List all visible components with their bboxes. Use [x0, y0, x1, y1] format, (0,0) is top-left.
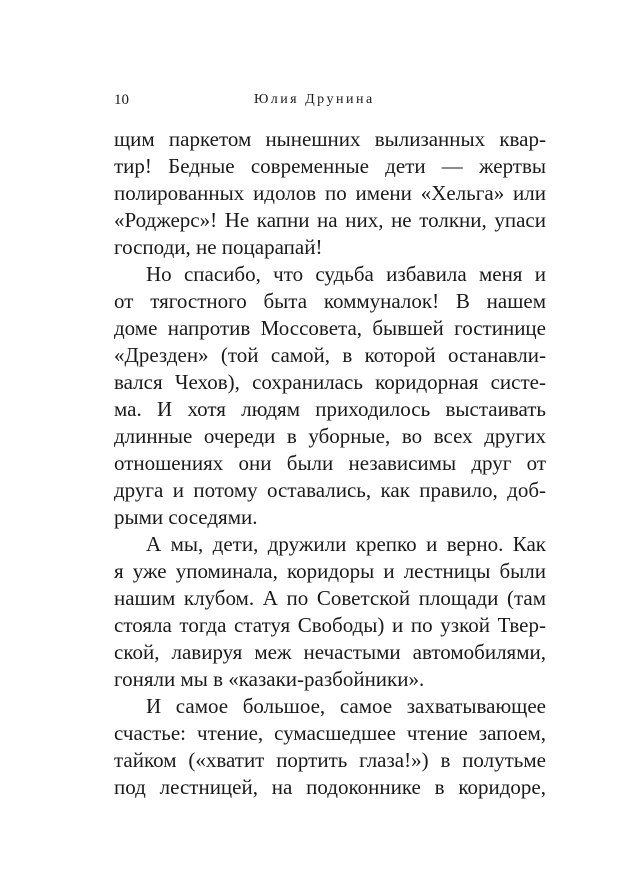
text-line: «Роджерс»! Не капни на них, не толкни, упаси — [114, 208, 546, 232]
text-line: А мы, дети, дружили крепко и верно. Как — [146, 532, 546, 556]
text-line: ма. И хотя людям приходилось выстаивать — [114, 397, 546, 421]
body-text — [114, 126, 546, 801]
text-line: щим паркетом нынешних вылизанных квар- — [114, 127, 546, 151]
page-header — [114, 92, 546, 112]
text-line: гоняли мы в «казаки-разбойники». — [114, 667, 425, 691]
text-line: под лестницей, на подоконнике в коридоре, — [114, 775, 546, 799]
text-line: тайком («хватит портить глаза!») в полутьме — [114, 748, 546, 772]
text-line: стояла тогда статуя Свободы) и по узкой Твер- — [114, 613, 546, 637]
text-line: «Дрезден» (той самой, в которой останавли- — [114, 343, 546, 367]
text-line: нашим клубом. А по Советской площади (там — [114, 586, 546, 610]
page-number: 10 — [114, 92, 129, 108]
text-line: друга и потому оставались, как правило, доб- — [114, 478, 546, 502]
text-line: я уже упоминала, коридоры и лестницы были — [114, 559, 546, 583]
text-line: длинные очереди в уборные, во всех других — [114, 424, 546, 448]
running-head: Юлия Друнина — [254, 92, 375, 107]
text-line: рыми соседями. — [114, 505, 258, 529]
text-line: счастье: чтение, сумасшедшее чтение запоем, — [114, 721, 546, 745]
text-line: И самое большое, самое захватывающее — [146, 694, 546, 718]
text-line: от тягостного быта коммуналок! В нашем — [114, 289, 546, 313]
text-line: господи, не поцарапай! — [114, 235, 323, 259]
text-line: ской, лавируя меж нечастыми автомобилями, — [114, 640, 546, 664]
text-line: Но спасибо, что судьба избавила меня и — [146, 262, 546, 286]
text-line: полированных идолов по имени «Хельга» или — [114, 181, 546, 205]
text-line: доме напротив Моссовета, бывшей гостинице — [114, 316, 546, 340]
text-line: отношениях они были независимы друг от — [114, 451, 546, 475]
text-line: вался Чехов), сохранилась коридорная систе- — [114, 370, 546, 394]
text-line: тир! Бедные современные дети — жертвы — [114, 154, 546, 178]
